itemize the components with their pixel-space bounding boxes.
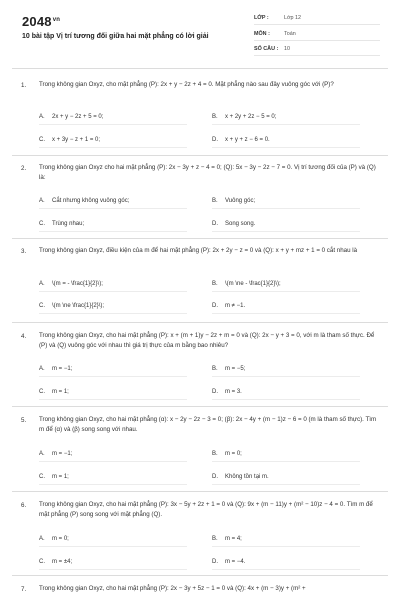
option-underline bbox=[39, 208, 187, 209]
option-underline bbox=[39, 484, 187, 485]
option-letter: A. bbox=[39, 451, 45, 457]
option-text: Song song. bbox=[225, 221, 256, 227]
option-letter: D. bbox=[212, 474, 218, 480]
option-letter: B. bbox=[212, 451, 218, 457]
option-text: m = 1; bbox=[52, 389, 69, 395]
header-divider bbox=[12, 68, 388, 69]
option-letter: C. bbox=[39, 559, 45, 565]
option-letter: B. bbox=[212, 198, 218, 204]
option-underline bbox=[39, 291, 187, 292]
question-number: 1. bbox=[21, 82, 27, 89]
logo-text: 2048 bbox=[22, 14, 52, 29]
site-logo[interactable] bbox=[22, 14, 60, 29]
option-letter: C. bbox=[39, 303, 45, 309]
question-text: Trong không gian Oxyz, cho hai mặt phẳng (P): 3x − 5y + 2z + 1 = 0 và (Q): 9x + (m − 11)y + (m² − 10)z − 4 = 0. Tìm m để mặt phẳng (P) song song với mặt phẳng (Q). bbox=[39, 501, 373, 518]
option-letter: C. bbox=[39, 137, 45, 143]
option-letter: D. bbox=[212, 303, 218, 309]
option-underline bbox=[212, 399, 360, 400]
question-divider bbox=[12, 155, 388, 156]
option-letter: D. bbox=[212, 221, 218, 227]
option-text: x + 2y + 2z − 5 = 0; bbox=[225, 114, 277, 120]
option-text: Không tồn tại m. bbox=[225, 474, 269, 480]
option-text: m = ±4; bbox=[52, 559, 73, 565]
page-header bbox=[0, 0, 400, 70]
question-number: 6. bbox=[21, 502, 27, 509]
option-text: Vuông góc; bbox=[225, 198, 256, 204]
meta-class bbox=[254, 13, 380, 25]
meta-count bbox=[254, 44, 380, 56]
question-divider bbox=[12, 322, 388, 323]
option-underline bbox=[212, 461, 360, 462]
option-letter: A. bbox=[39, 366, 45, 372]
option-underline bbox=[212, 124, 360, 125]
option-text: \(m \ne \frac{1}{2}\); bbox=[52, 303, 105, 309]
question-divider bbox=[12, 238, 388, 239]
option-letter: A. bbox=[39, 198, 45, 204]
option-letter: D. bbox=[212, 559, 218, 565]
question-number: 3. bbox=[21, 248, 27, 255]
option-letter: D. bbox=[212, 389, 218, 395]
option-text: x + 3y − z + 1 = 0; bbox=[52, 137, 101, 143]
option-text: m = −1; bbox=[52, 366, 73, 372]
question-number: 4. bbox=[21, 333, 27, 340]
option-letter: A. bbox=[39, 114, 45, 120]
option-text: m = 0; bbox=[225, 451, 242, 457]
option-text: m = −5; bbox=[225, 366, 246, 372]
option-underline bbox=[39, 313, 187, 314]
option-letter: B. bbox=[212, 114, 218, 120]
meta-count-value: 10 bbox=[284, 46, 290, 52]
option-letter: B. bbox=[212, 536, 218, 542]
option-text: x + y + z − 6 = 0. bbox=[225, 137, 270, 143]
option-letter: C. bbox=[39, 474, 45, 480]
option-letter: B. bbox=[212, 366, 218, 372]
option-letter: A. bbox=[39, 536, 45, 542]
meta-class-label: LỚP : bbox=[254, 15, 269, 21]
option-underline bbox=[212, 291, 360, 292]
option-text: m = 0; bbox=[52, 536, 69, 542]
option-underline bbox=[212, 376, 360, 377]
option-underline bbox=[212, 147, 360, 148]
question-text: Trong không gian Oxyz, cho mặt phẳng (P): 2x + y − 2z + 4 = 0. Mặt phẳng nào sau đây vuông góc với (P)? bbox=[39, 81, 334, 88]
option-letter: B. bbox=[212, 281, 218, 287]
option-underline bbox=[212, 208, 360, 209]
option-text: Cắt nhưng không vuông góc; bbox=[52, 198, 130, 204]
option-letter: D. bbox=[212, 137, 218, 143]
option-underline bbox=[212, 313, 360, 314]
question-text: Trong không gian Oxyz, cho hai mặt phẳng (α): x − 2y − 2z − 3 = 0; (β): 2x − 4y + (m − 1)z − 6 = 0 (m là tham số thực). Tìm m để (α) và (β) song song với nhau. bbox=[39, 416, 377, 433]
option-text: m = −1; bbox=[52, 451, 73, 457]
option-text: m = 4; bbox=[225, 536, 242, 542]
option-underline bbox=[39, 546, 187, 547]
option-text: m ≠ −1. bbox=[225, 303, 246, 309]
question-number: 5. bbox=[21, 417, 27, 424]
meta-class-value: Lớp 12 bbox=[284, 15, 302, 21]
document-title: 10 bài tập Vị trí tương đối giữa hai mặt phẳng có lời giải bbox=[22, 33, 209, 40]
option-underline bbox=[39, 569, 187, 570]
option-text: m = 3. bbox=[225, 389, 242, 395]
option-text: \(m = - \frac{1}{2}\); bbox=[52, 281, 103, 287]
option-underline bbox=[39, 231, 187, 232]
option-letter: C. bbox=[39, 389, 45, 395]
option-underline bbox=[212, 546, 360, 547]
option-underline bbox=[212, 231, 360, 232]
question-text: Trong không gian Oxyz, cho hai mặt phẳng (P): x + (m + 1)y − 2z + m = 0 và (Q): 2x − y + 3 = 0, với m là tham số thực. Để (P) và (Q) vuông góc với nhau thì giá trị thực của m bằng bao nhiêu? bbox=[39, 332, 375, 349]
question-divider bbox=[12, 575, 388, 576]
question-divider bbox=[12, 406, 388, 407]
option-text: \(m \ne - \frac{1}{2}\); bbox=[225, 281, 281, 287]
option-underline bbox=[212, 569, 360, 570]
option-text: 2x + y − 2z + 5 = 0; bbox=[52, 114, 104, 120]
question-text: Trong không gian Oxyz, điều kiện của m để hai mặt phẳng (P): 2x + 2y − z = 0 và (Q): x + y + mz + 1 = 0 cắt nhau là bbox=[39, 247, 358, 254]
option-letter: A. bbox=[39, 281, 45, 287]
option-underline bbox=[39, 461, 187, 462]
question-divider bbox=[12, 491, 388, 492]
meta-subject bbox=[254, 29, 380, 41]
option-underline bbox=[39, 399, 187, 400]
logo-suffix: vn bbox=[52, 16, 61, 23]
option-text: Trùng nhau; bbox=[52, 221, 85, 227]
option-underline bbox=[212, 484, 360, 485]
option-underline bbox=[39, 147, 187, 148]
question-text: Trong không gian Oxyz cho hai mặt phẳng (P): 2x − 3y + z − 4 = 0; (Q): 5x − 3y − 2z − 7 = 0. Vị trí tương đối của (P) và (Q) là: bbox=[39, 164, 376, 181]
option-underline bbox=[39, 124, 187, 125]
meta-subject-value: Toán bbox=[284, 31, 296, 37]
meta-count-label: SỐ CÂU : bbox=[254, 46, 279, 52]
question-number: 7. bbox=[21, 586, 27, 593]
question-number: 2. bbox=[21, 165, 27, 172]
option-text: m = −4. bbox=[225, 559, 246, 565]
meta-subject-label: MÔN : bbox=[254, 31, 270, 37]
question-text: Trong không gian Oxyz, cho hai mặt phẳng (P): 2x − 3y + 5z − 1 = 0 và (Q): 4x + (m − 3)y + (m² + bbox=[39, 585, 306, 592]
option-text: m = 1; bbox=[52, 474, 69, 480]
option-letter: C. bbox=[39, 221, 45, 227]
option-underline bbox=[39, 376, 187, 377]
